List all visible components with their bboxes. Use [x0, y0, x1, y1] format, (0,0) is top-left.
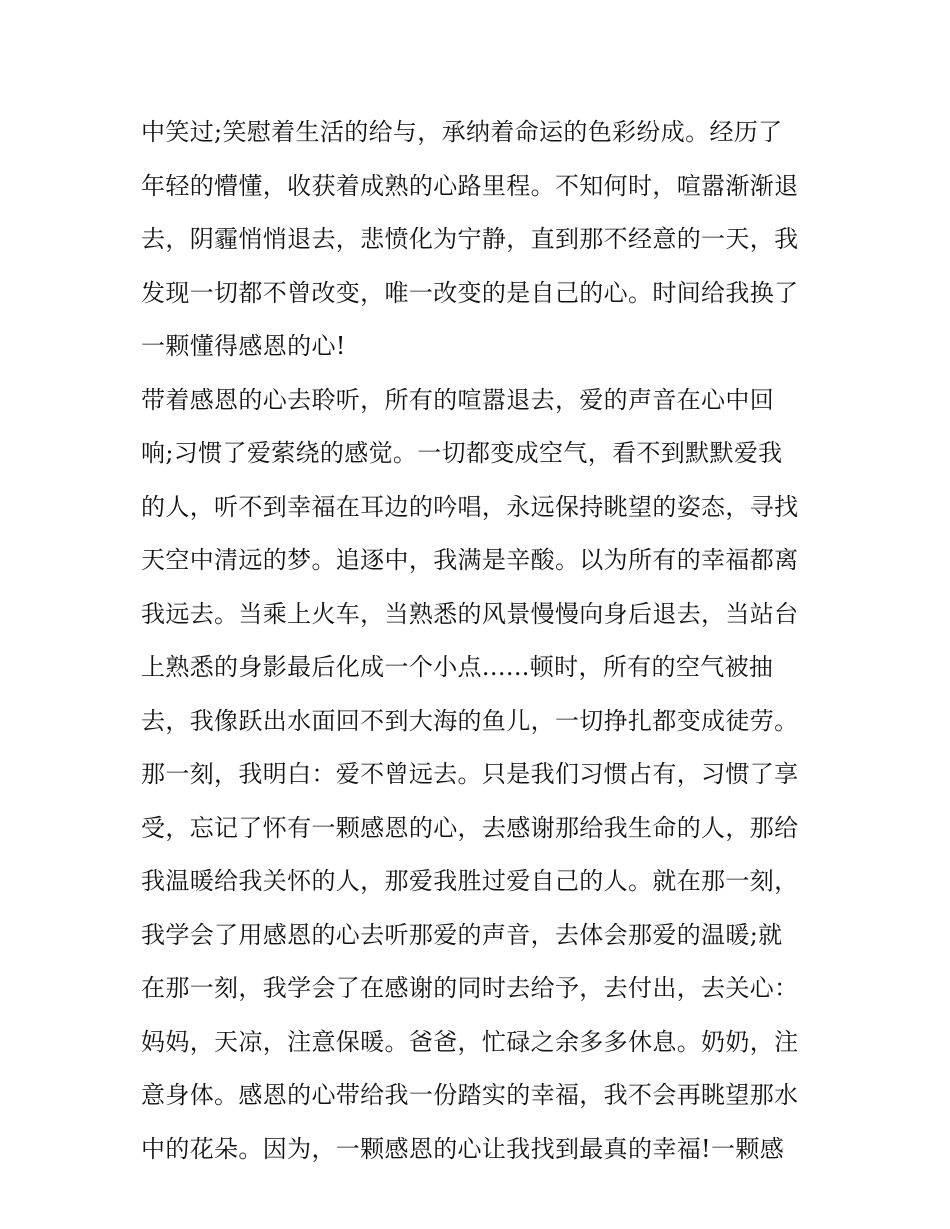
text-line: 带着感恩的心去聆听，所有的喧嚣退去，爱的声音在心中回	[141, 385, 775, 414]
text-line: 上熟悉的身影最后化成一个小点......顿时，所有的空气被抽	[141, 653, 774, 681]
text-line: 发现一切都不曾改变，唯一改变的是自己的心。时间给我换了	[141, 278, 799, 307]
text-line: 我远去。当乘上火车，当熟悉的风景慢慢向身后退去，当站台	[141, 599, 799, 628]
text-line: 中笑过;笑慰着生活的给与，承纳着命运的色彩纷成。经历了	[141, 118, 783, 146]
text-line: 受，忘记了怀有一颗感恩的心，去感谢那给我生命的人，那给	[141, 813, 799, 842]
text-line: 中的花朵。因为，一颗感恩的心让我找到最真的幸福!一颗感	[141, 1134, 785, 1163]
text-line: 去，我像跃出水面回不到大海的鱼儿，一切挣扎都变成徒劳。	[141, 706, 799, 735]
body-text	[141, 106, 831, 1176]
text-line: 我学会了用感恩的心去听那爱的声音，去体会那爱的温暖;就	[141, 920, 783, 949]
text-line: 妈妈，天凉，注意保暖。爸爸，忙碌之余多多休息。奶奶，注	[141, 1027, 799, 1056]
text-line: 一颗懂得感恩的心!	[141, 332, 346, 360]
text-line: 我温暖给我关怀的人，那爱我胜过爱自己的人。就在那一刻，	[141, 867, 799, 895]
text-line: 那一刻，我明白：爱不曾远去。只是我们习惯占有，习惯了享	[141, 760, 799, 788]
text-line: 去，阴霾悄悄退去，悲愤化为宁静，直到那不经意的一天，我	[141, 225, 799, 253]
text-line: 在那一刻，我学会了在感谢的同时去给予，去付出，去关心：	[141, 974, 799, 1002]
text-line: 意身体。感恩的心带给我一份踏实的幸福，我不会再眺望那水	[141, 1081, 799, 1109]
text-line: 天空中清远的梦。追逐中，我满是辛酸。以为所有的幸福都离	[141, 546, 799, 574]
text-line: 年轻的懵懂，收获着成熟的心路里程。不知何时，喧嚣渐渐退	[141, 171, 799, 200]
text-line: 响;习惯了爱萦绕的感觉。一切都变成空气，看不到默默爱我	[141, 439, 783, 467]
text-line: 的人，听不到幸福在耳边的吟唱，永远保持眺望的姿态，寻找	[141, 492, 799, 521]
